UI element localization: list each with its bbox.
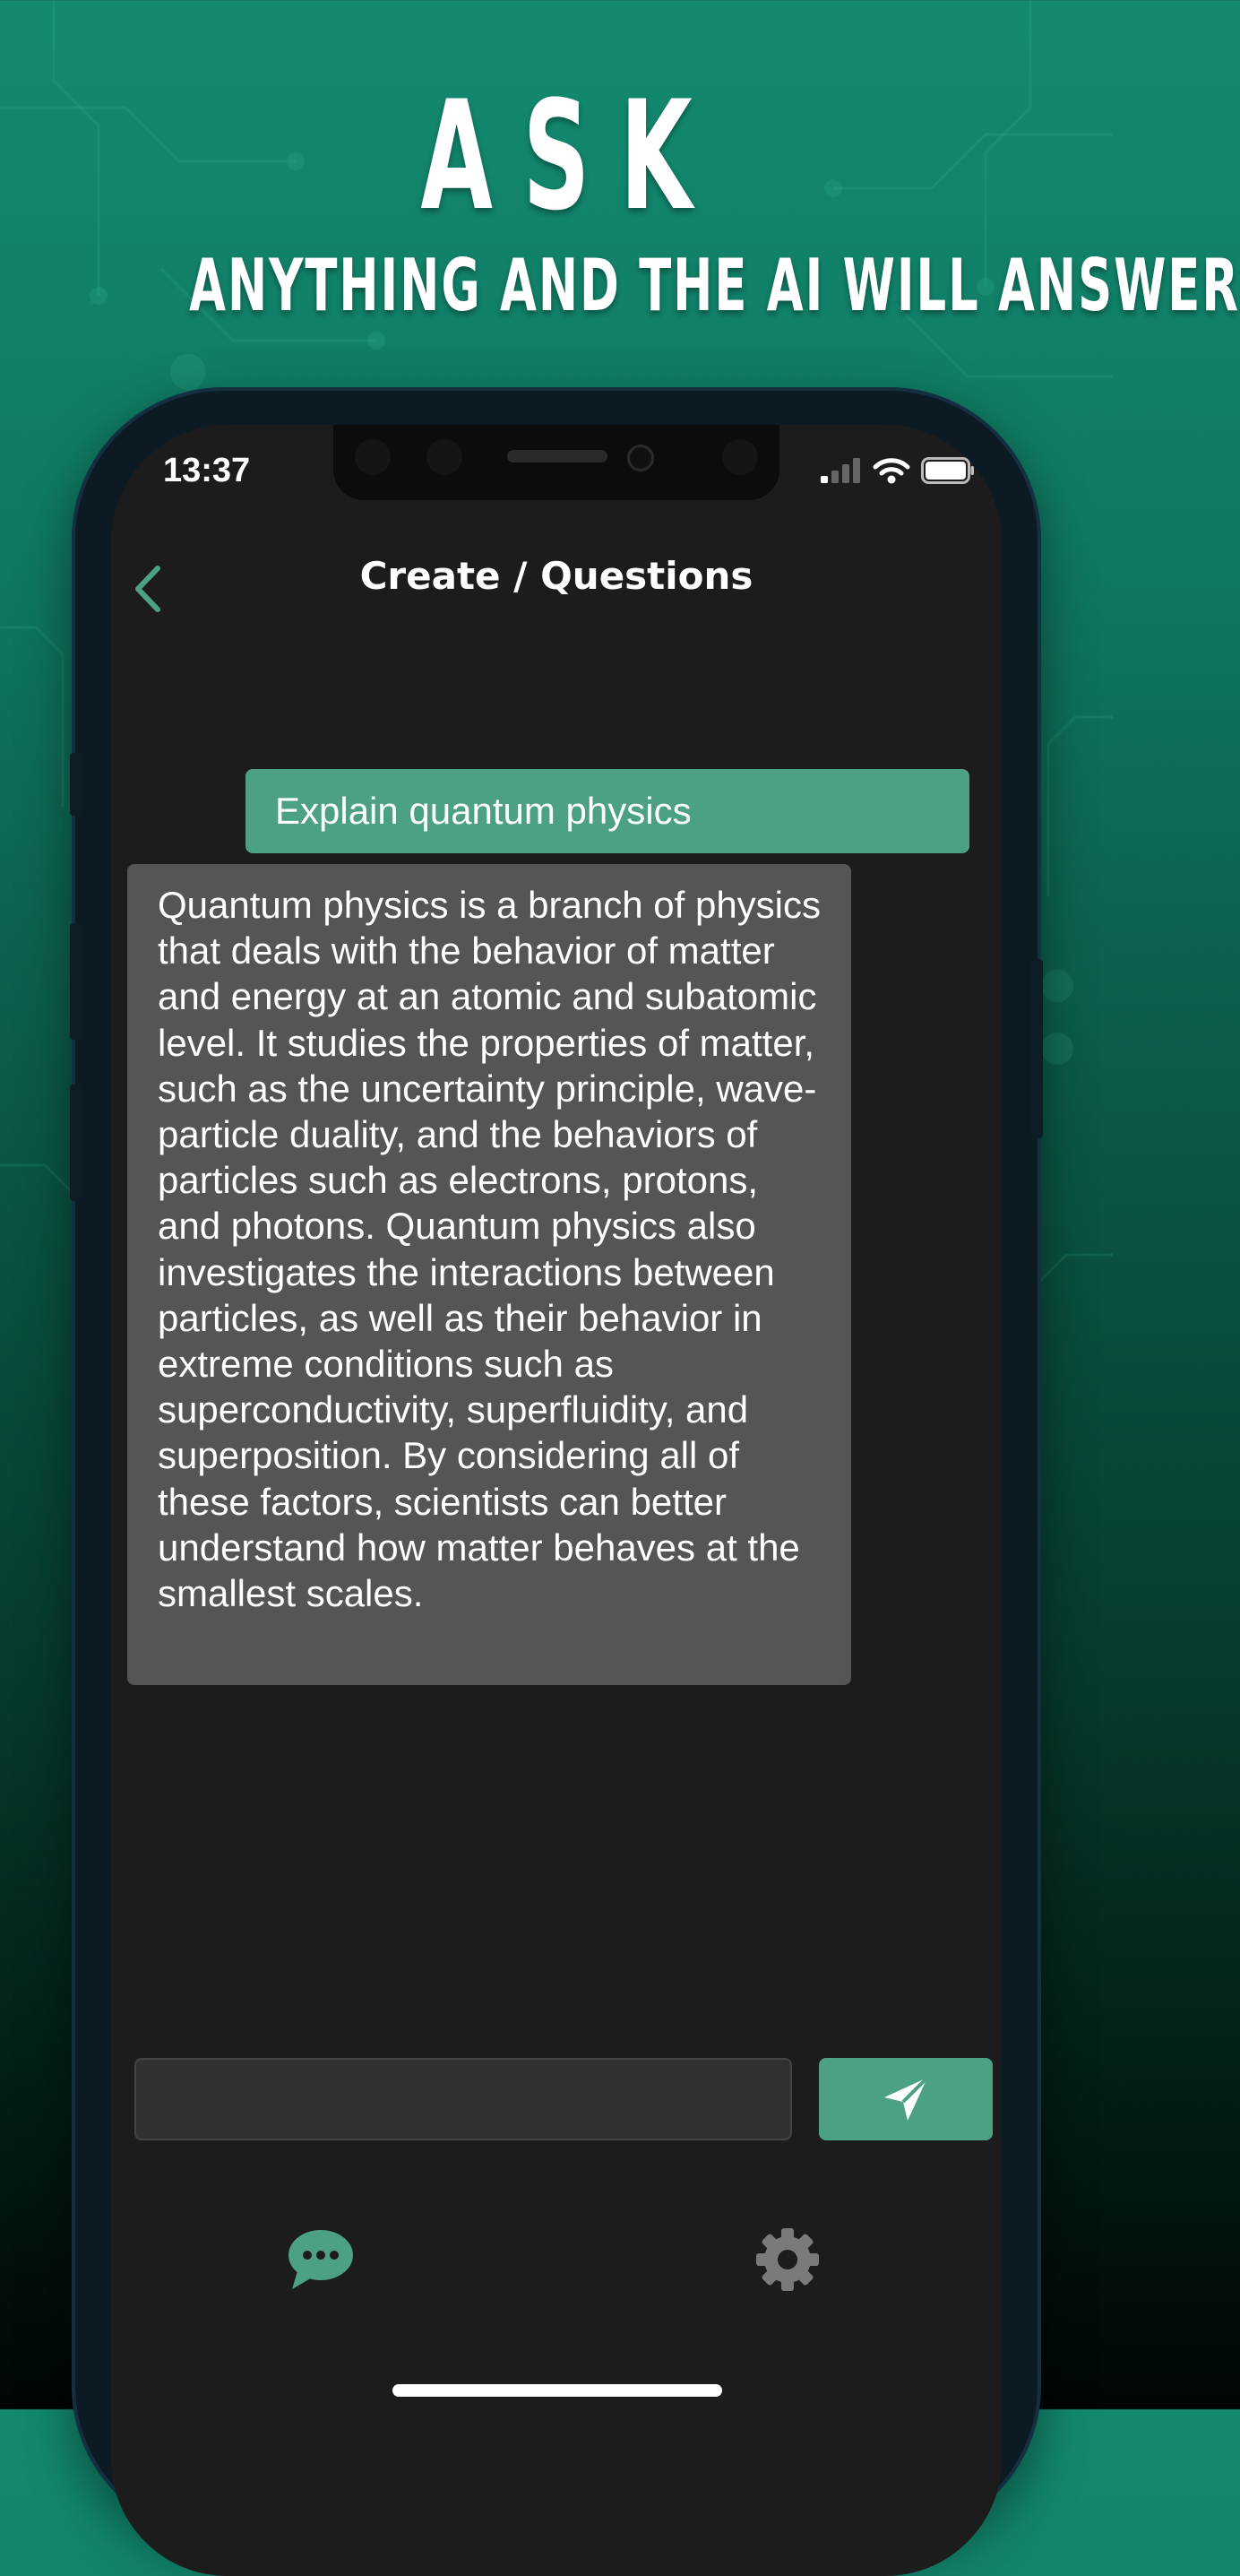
question-input[interactable]: [134, 2058, 792, 2140]
notch-sensor: [355, 439, 391, 475]
promo-headline: ASK: [420, 68, 723, 244]
home-indicator: [392, 2384, 722, 2397]
gear-icon: [754, 2226, 821, 2293]
status-icons: [821, 457, 975, 484]
promo-subheadline: ANYTHING AND THE AI WILL ANSWER: [189, 244, 1240, 327]
battery-icon: [921, 457, 975, 484]
ai-response-bubble: Quantum physics is a branch of physics that deals with the behavior of matter and energy at an atomic and subatomic level. It studies the properties of matter, such as the uncertainty principle, wave-particle duality, and the behaviors of particles such as electrons, protons, and photons. Quantum physics also investigates the interactions between particles, as well as their behavior in extreme conditions such as superconductivity, superfluidity, and superposition. By considering all of these factors, scientists can better understand how matter behaves at the smallest scales.: [127, 864, 851, 1685]
status-time: 13:37: [163, 452, 251, 489]
notch-sensor: [722, 439, 758, 475]
chat-bubble-icon: [287, 2228, 355, 2293]
phone-notch: [333, 425, 779, 500]
phone-volume-down: [70, 1085, 82, 1201]
phone-volume-up: [70, 923, 82, 1040]
tab-chat[interactable]: [287, 2228, 355, 2293]
send-button[interactable]: [819, 2058, 993, 2140]
front-camera: [627, 445, 654, 471]
paper-plane-icon: [881, 2074, 931, 2124]
notch-sensor: [426, 439, 462, 475]
promo-headline-block: [0, 68, 1240, 327]
cellular-signal-icon: [821, 458, 862, 483]
page-title: Create / Questions: [359, 554, 753, 598]
notch-speaker: [507, 450, 607, 462]
wifi-icon: [873, 457, 910, 484]
phone-power-button: [1030, 959, 1043, 1138]
tab-settings[interactable]: [754, 2226, 821, 2293]
user-message-bubble: Explain quantum physics: [245, 769, 969, 853]
app-screen: [111, 425, 1002, 2576]
phone-silent-switch: [70, 753, 82, 816]
